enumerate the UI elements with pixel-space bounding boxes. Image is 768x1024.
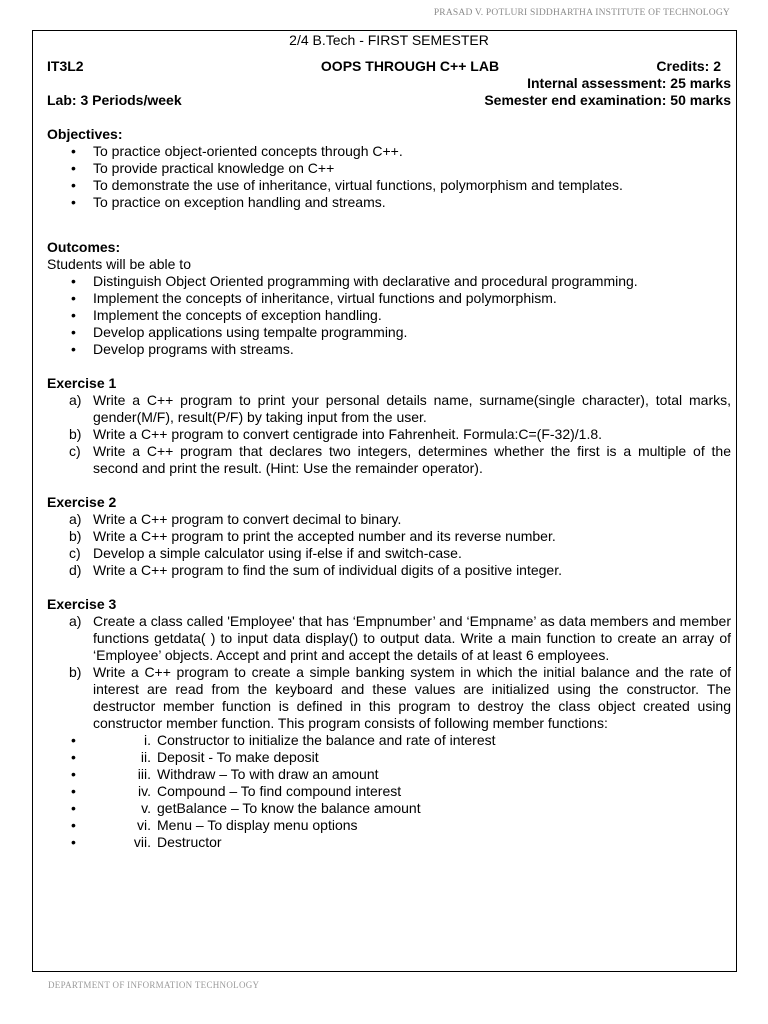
list-item: • Develop programs with streams. (47, 341, 731, 358)
item-text: Constructor to initialize the balance and rate of interest (157, 732, 496, 748)
list-item: • Implement the concepts of inheritance, virtual functions and polymorphism. (47, 290, 731, 307)
list-item (47, 545, 731, 562)
banking-functions-list (47, 732, 731, 851)
item-marker: • v. (141, 800, 151, 816)
item-text: Write a C++ program to print your personal details name, surname(single character), total marks, gender(M/F), result(P/F) by taking input from the user. (93, 392, 731, 425)
list-item (47, 511, 731, 528)
internal-assessment: Internal assessment: 25 marks (527, 75, 731, 91)
list-item (47, 800, 731, 817)
list-item (47, 664, 731, 732)
list-item: • To practice on exception handling and streams. (47, 194, 731, 211)
course-row (47, 58, 731, 75)
outcomes-heading: Outcomes: (47, 239, 121, 255)
objectives-list (47, 143, 731, 211)
item-text: Write a C++ program to convert decimal to binary. (93, 511, 402, 527)
item-marker: b) (69, 528, 82, 544)
item-marker: • iv. (138, 783, 151, 799)
internal-row (47, 75, 731, 92)
item-marker: • vi. (137, 817, 151, 833)
item-marker: a) (69, 511, 82, 527)
exercise1-list (47, 392, 731, 477)
outcomes-list (47, 273, 731, 358)
item-marker: c) (69, 545, 81, 561)
item-text: Write a C++ program to convert centigrade into Fahrenheit. Formula:C=(F-32)/1.8. (93, 426, 603, 442)
list-item: • To provide practical knowledge on C++ (47, 160, 731, 177)
exercise3-list (47, 613, 731, 732)
exercise3-heading: Exercise 3 (47, 596, 117, 612)
list-item (47, 817, 731, 834)
list-item: • To demonstrate the use of inheritance, virtual functions, polymorphism and templates. (47, 177, 731, 194)
item-text: Write a C++ program that declares two integers, determines whether the first is a multiple of the second and print the result. (Hint: Use the remainder operator). (93, 443, 731, 476)
course-code: IT3L2 (47, 58, 84, 74)
item-text: Deposit - To make deposit (157, 749, 319, 765)
department-footer: DEPARTMENT OF INFORMATION TECHNOLOGY (48, 980, 260, 990)
list-item: • To practice object-oriented concepts through C++. (47, 143, 731, 160)
item-marker: b) (69, 426, 82, 442)
item-text: Write a C++ program to find the sum of individual digits of a positive integer. (93, 562, 562, 578)
item-text: Write a C++ program to create a simple banking system in which the initial balance and the rate of interest are read from the keyboard and these values are initialized using the constructor. The destructor member function is defined in this program to destroy the class object created using constructor member function. This program consists of following member functions: (93, 664, 731, 731)
item-marker: b) (69, 664, 82, 680)
list-item (47, 392, 731, 426)
item-text: getBalance – To know the balance amount (157, 800, 421, 816)
semester-title: 2/4 B.Tech - FIRST SEMESTER (289, 32, 489, 48)
list-item (47, 749, 731, 766)
item-marker: • iii. (137, 766, 151, 782)
exercise2-list (47, 511, 731, 579)
course-title: OOPS THROUGH C++ LAB (320, 58, 500, 74)
exercise1-heading: Exercise 1 (47, 375, 117, 391)
item-text: Destructor (157, 834, 222, 850)
list-item: • Develop applications using tempalte programming. (47, 324, 731, 341)
objectives-heading: Objectives: (47, 126, 123, 142)
exercise2-heading: Exercise 2 (47, 494, 117, 510)
list-item (47, 562, 731, 579)
item-marker: • i. (144, 732, 151, 748)
item-text: Create a class called 'Employee' that has ‘Empnumber’ and ‘Empname’ as data members and member functions getdata( ) to input data display() to output data. Write a main function to create an array of ‘Employee’ objects. Accept and print and accept the details of at least 6 employees. (93, 613, 731, 663)
institute-header: PRASAD V. POTLURI SIDDHARTHA INSTITUTE OF TECHNOLOGY (433, 8, 730, 18)
list-item: • Distinguish Object Oriented programming with declarative and procedural programming. (47, 273, 731, 290)
item-text: Compound – To find compound interest (157, 783, 402, 799)
lab-row (47, 92, 731, 109)
lab-periods: Lab: 3 Periods/week (47, 92, 182, 108)
list-item (47, 443, 731, 477)
list-item (47, 783, 731, 800)
item-marker: d) (69, 562, 82, 578)
list-item (47, 528, 731, 545)
list-item: • Implement the concepts of exception handling. (47, 307, 731, 324)
item-marker: a) (69, 613, 82, 629)
list-item (47, 426, 731, 443)
syllabus-content (47, 32, 731, 851)
outcomes-intro: Students will be able to (47, 256, 191, 272)
item-text: Menu – To display menu options (157, 817, 358, 833)
item-marker: • ii. (140, 749, 151, 765)
item-marker: • vii. (133, 834, 151, 850)
item-text: Develop a simple calculator using if-else if and switch-case. (93, 545, 462, 561)
list-item (47, 732, 731, 749)
semester-end-exam: Semester end examination: 50 marks (484, 92, 731, 108)
item-marker: c) (69, 443, 81, 459)
credits: Credits: 2 (656, 58, 721, 74)
list-item (47, 766, 731, 783)
item-text: Write a C++ program to print the accepted number and its reverse number. (93, 528, 556, 544)
item-text: Withdraw – To with draw an amount (157, 766, 379, 782)
list-item (47, 613, 731, 664)
list-item (47, 834, 731, 851)
item-marker: a) (69, 392, 82, 408)
